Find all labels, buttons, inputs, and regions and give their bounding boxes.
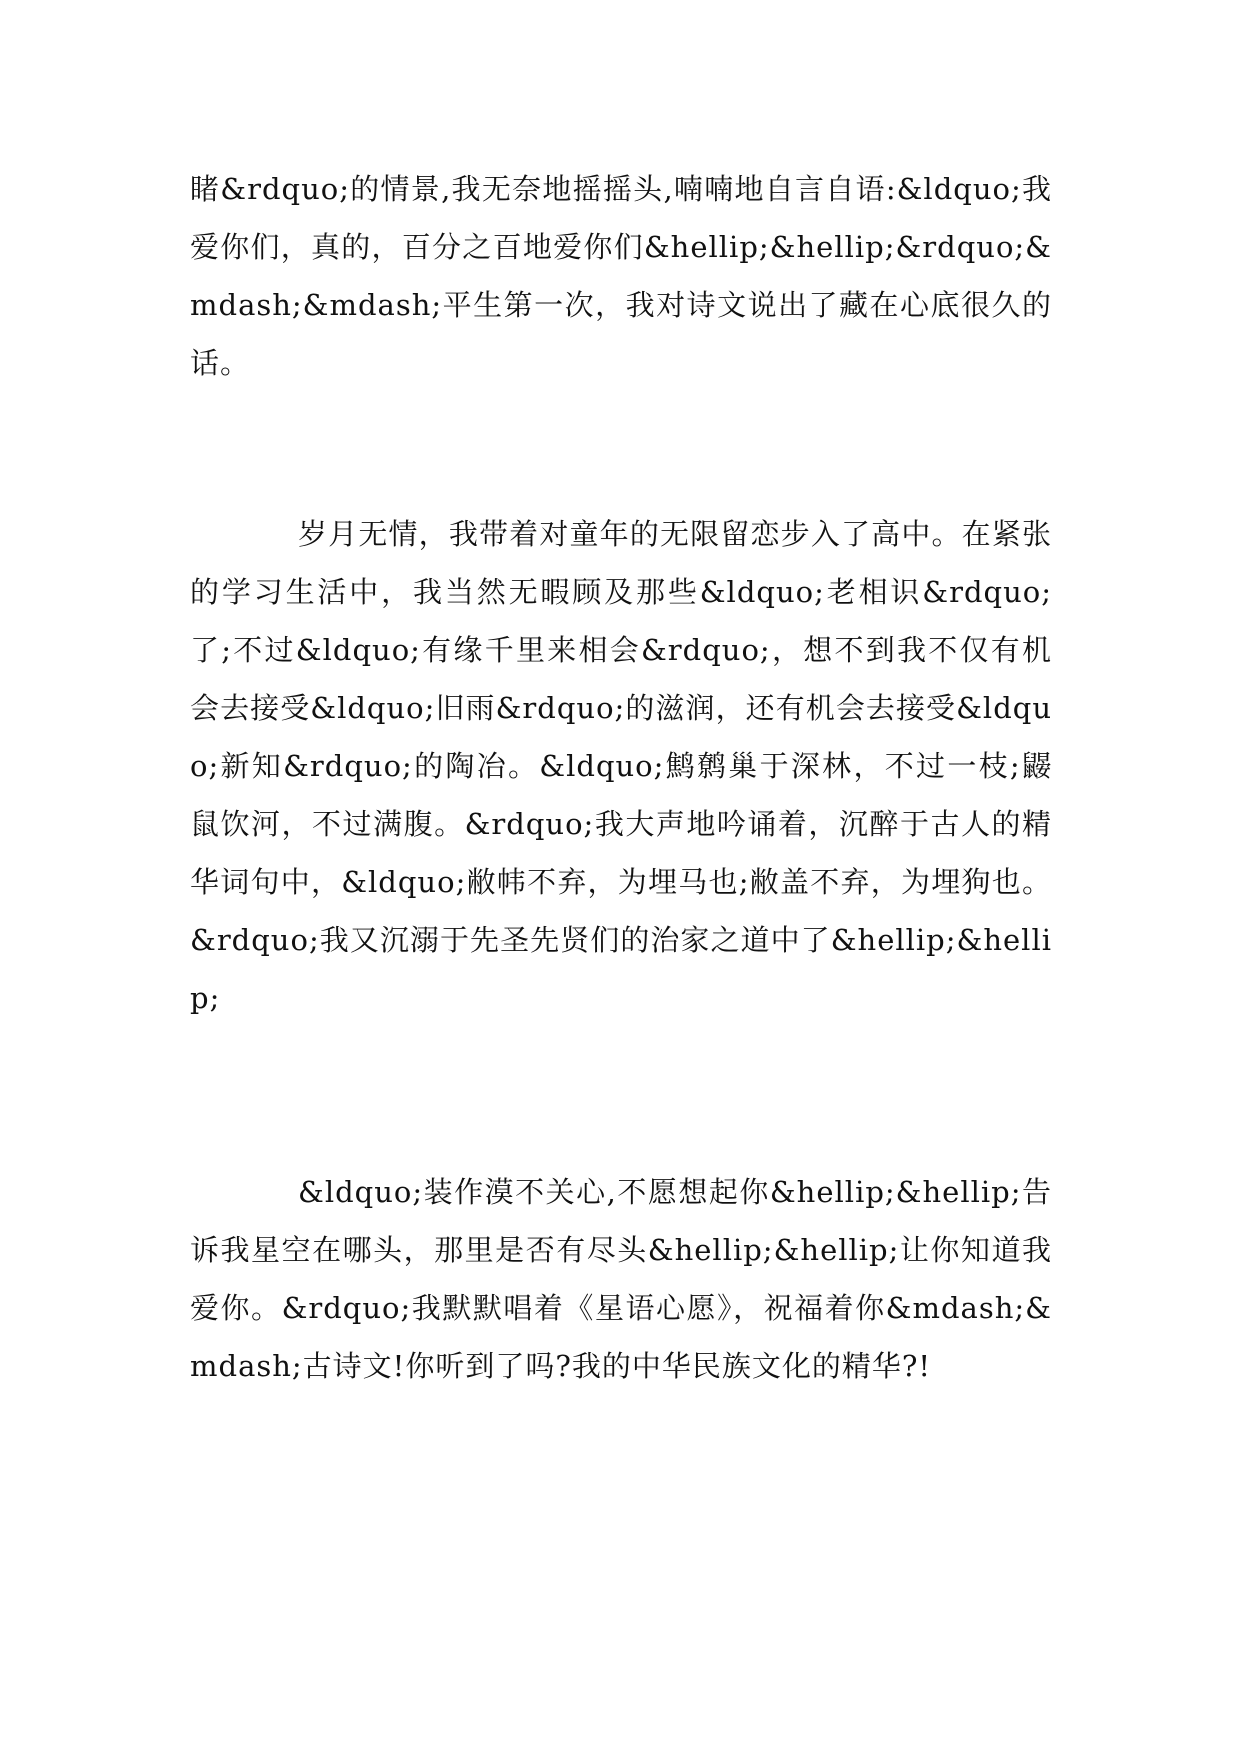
paragraph-2: 岁月无情，我带着对童年的无限留恋步入了高中。在紧张的学习生活中，我当然无暇顾及那些&ldquo;老相识&rdquo;了;不过&ldquo;有缘千里来相会&rdquo;，想不到我不仅有机会去接受&ldquo;旧雨&rdquo;的滋润，还有机会去接受&ldquo;新知&rdquo;的陶冶。&ldquo;鹪鹩巢于深林，不过一枝;鼹鼠饮河，不过满腹。&rdquo;我大声地吟诵着，沉醉于古人的精华词句中，&ldquo;敝帏不弃，为埋马也;敝盖不弃，为埋狗也。&rdquo;我又沉溺于先圣先贤们的治家之道中了&hellip;&hellip;	[190, 517, 1052, 1015]
paragraph-1: 睹&rdquo;的情景,我无奈地摇摇头,喃喃地自言自语:&ldquo;我爱你们，真的，百分之百地爱你们&hellip;&hellip;&rdquo;&mdash;&mdash;平生第一次，我对诗文说出了藏在心底很久的话。	[190, 172, 1052, 380]
paragraph-3: &ldquo;装作漠不关心,不愿想起你&hellip;&hellip;告诉我星空在哪头，那里是否有尽头&hellip;&hellip;让你知道我爱你。&rdquo;我默默唱着《星语心愿》，祝福着你&mdash;&mdash;古诗文!你听到了吗?我的中华民族文化的精华?!	[190, 1175, 1052, 1383]
